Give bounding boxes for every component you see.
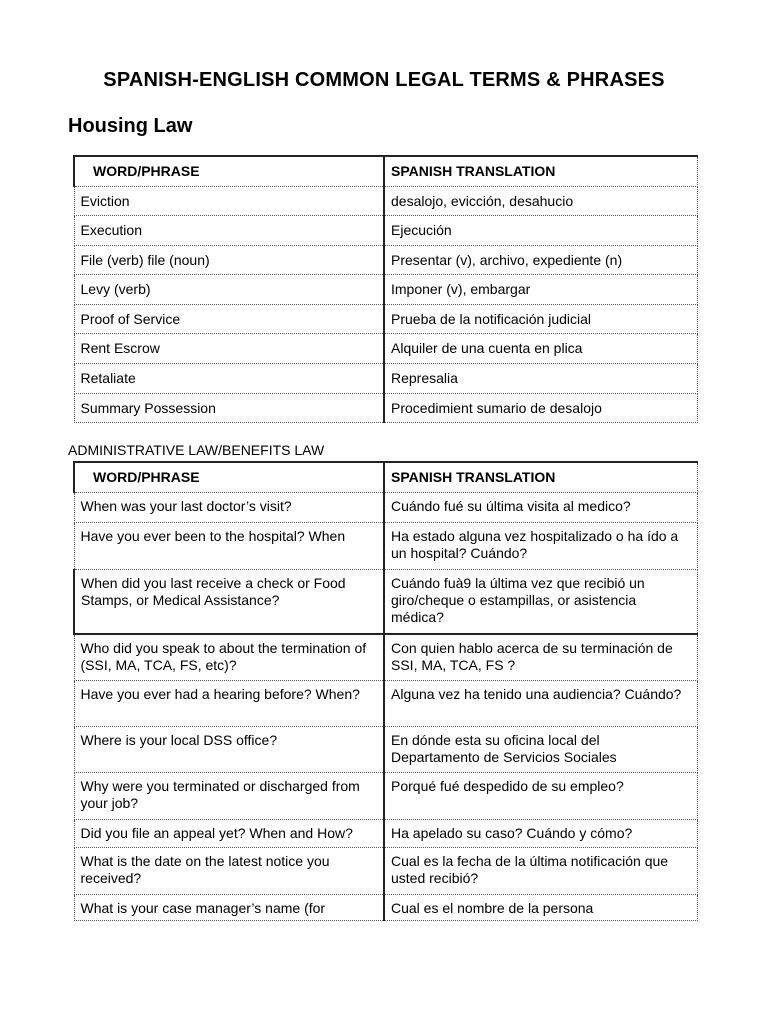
term-cell: Retaliate [74,364,384,394]
table-row [74,245,697,275]
translation-cell: Cuándo fué su última visita al medico? [384,492,697,522]
term-cell: Have you ever been to the hospital? When [74,522,384,569]
term-cell: Eviction [74,186,384,216]
table-row [74,304,697,334]
table-row [74,569,697,634]
table-row [74,634,697,680]
translation-cell: Procedimient sumario de desalojo [384,393,697,423]
term-cell: Rent Escrow [74,334,384,364]
translation-cell: Alquiler de una cuenta en plica [384,334,697,364]
translation-cell: Porqué fué despedido de su empleo? [384,772,697,819]
table-row [74,894,697,920]
table-row [74,680,697,726]
term-cell: Levy (verb) [74,275,384,305]
header-spanish-translation: SPANISH TRANSLATION [384,156,697,186]
benefits-law-table [73,461,698,921]
table-row [74,772,697,819]
translation-cell: Ejecución [384,216,697,246]
table-row [74,186,697,216]
translation-cell: Cuándo fuà9 la última vez que recibió un giro/cheque o estampillas, or asistencia médica? [384,569,697,634]
header-spanish-translation: SPANISH TRANSLATION [384,462,697,492]
table-header-row [74,156,697,186]
term-cell: When did you last receive a check or Food Stamps, or Medical Assistance? [74,569,384,634]
translation-cell: Presentar (v), archivo, expediente (n) [384,245,697,275]
translation-cell: desalojo, evicción, desahucio [384,186,697,216]
table-header-row [74,462,697,492]
table-row [74,847,697,894]
translation-cell: Con quien hablo acerca de su terminación de SSI, MA, TCA, FS ? [384,634,697,680]
term-cell: When was your last doctor’s visit? [74,492,384,522]
term-cell: Who did you speak to about the termination of (SSI, MA, TCA, FS, etc)? [74,634,384,680]
translation-cell: Cual es el nombre de la persona [384,894,697,920]
translation-cell: Represalia [384,364,697,394]
benefits-law-heading: ADMINISTRATIVE LAW/BENEFITS LAW [68,442,325,458]
translation-cell: Imponer (v), embargar [384,275,697,305]
translation-cell: Prueba de la notificación judicial [384,304,697,334]
term-cell: What is the date on the latest notice you received? [74,847,384,894]
term-cell: Where is your local DSS office? [74,726,384,772]
term-cell: What is your case manager’s name (for [74,894,384,920]
table-row [74,726,697,772]
translation-cell: Ha estado alguna vez hospitalizado o ha ído a un hospital? Cuándo? [384,522,697,569]
translation-cell: Alguna vez ha tenido una audiencia? Cuándo? [384,680,697,726]
table-row [74,819,697,847]
term-cell: File (verb) file (noun) [74,245,384,275]
translation-cell: En dónde esta su oficina local del Departamento de Servicios Sociales [384,726,697,772]
term-cell: Execution [74,216,384,246]
term-cell: Summary Possession [74,393,384,423]
table-row [74,522,697,569]
table-row [74,393,697,423]
translation-cell: Cual es la fecha de la última notificación que usted recibió? [384,847,697,894]
term-cell: Have you ever had a hearing before? When? [74,680,384,726]
table-row [74,334,697,364]
housing-law-heading: Housing Law [68,115,193,137]
table-row [74,492,697,522]
table-row [74,275,697,305]
table-row [74,216,697,246]
term-cell: Proof of Service [74,304,384,334]
header-word-phrase: WORD/PHRASE [74,156,384,186]
table-row [74,364,697,394]
translation-cell: Ha apelado su caso? Cuándo y cómo? [384,819,697,847]
housing-law-table [73,155,698,423]
term-cell: Why were you terminated or discharged from your job? [74,772,384,819]
term-cell: Did you file an appeal yet? When and How? [74,819,384,847]
document-title: SPANISH-ENGLISH COMMON LEGAL TERMS & PHRASES [103,69,665,91]
header-word-phrase: WORD/PHRASE [74,462,384,492]
